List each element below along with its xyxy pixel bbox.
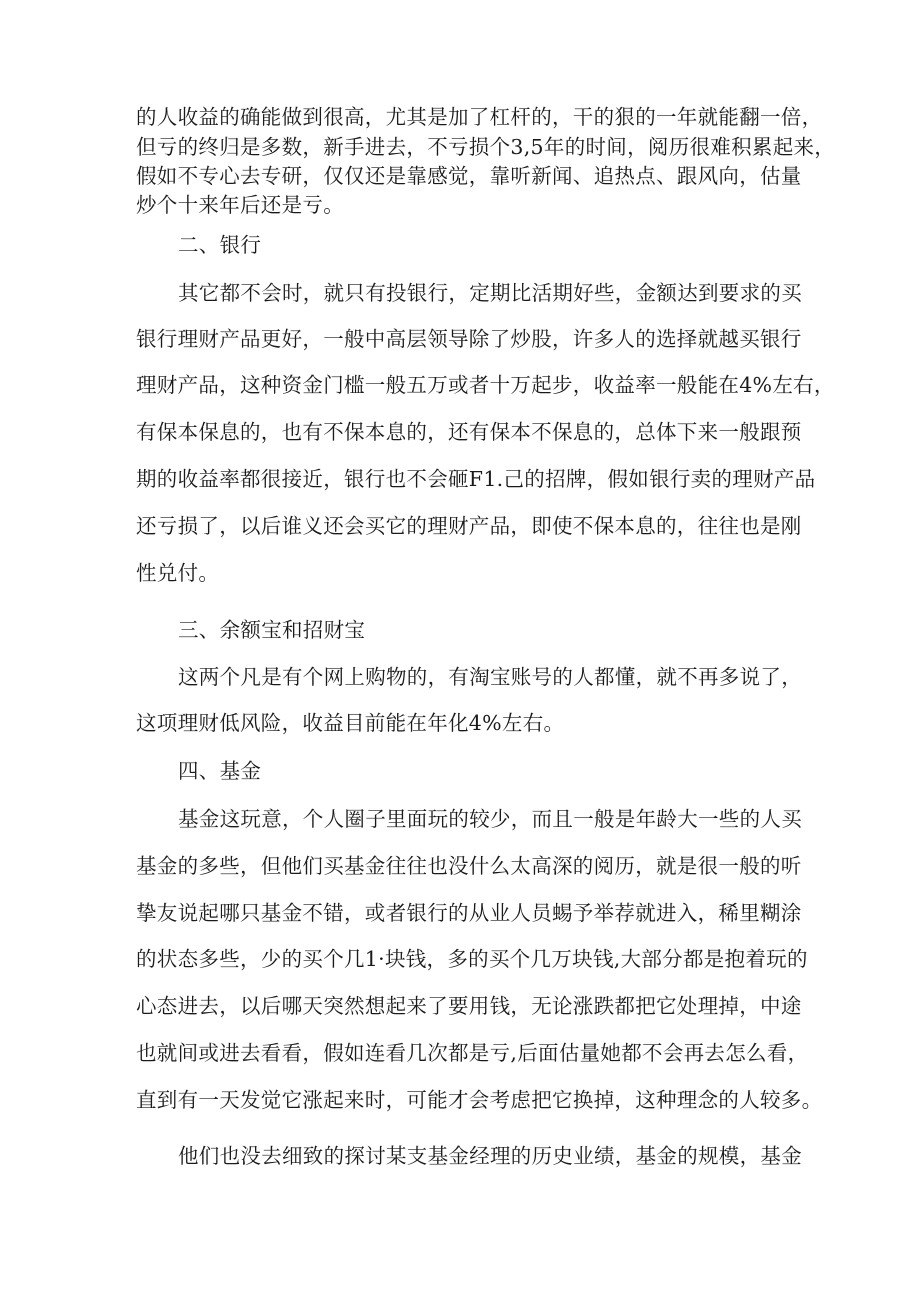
text-line: 这两个凡是有个网上购物的，有淘宝账号的人都懂，就不再多说了，: [178, 665, 802, 689]
text-line: 有保本保息的，也有不保本息的，还有保本不保息的，总体下来一般跟预: [136, 420, 802, 444]
text-line: 理财产品，这种资金门槛一般五万或者十万起步，收益率一般能在4%左右，: [136, 373, 835, 397]
text-line: 的人收益的确能做到很高，尤其是加了杠杆的，干的狠的一年就能翻一倍，: [136, 105, 823, 129]
section-heading: 二、银行: [178, 233, 262, 257]
text-line: 炒个十来年后还是亏。: [136, 193, 344, 217]
text-line: 他们也没去细致的探讨某支基金经理的历史业绩，基金的规模，基金: [178, 1144, 802, 1168]
text-line: 其它都不会时，就只有投银行，定期比活期好些，金额达到要求的买: [178, 281, 802, 305]
text-line: 这项理财低风险，收益目前能在年化4%左右。: [136, 711, 565, 735]
text-line: 心态进去，以后哪天突然想起来了要用钱，无论涨跌都把它处理掉，中途: [136, 994, 802, 1018]
text-line: 期的收益率都很接近，银行也不会砸F1.己的招牌，假如银行卖的理财产品: [136, 467, 816, 491]
text-line: 银行理财产品更好，一般中高层领导除了炒股，许多人的选择就越买银行: [136, 327, 802, 351]
text-line: 也就间或进去看看，假如连看几次都是亏,后面估量她都不会再去怎么看，: [136, 1041, 809, 1065]
text-line: 直到有一天发觉它涨起来时，可能才会考虑把它换掉，这种理念的人较多。: [136, 1088, 823, 1112]
text-line: 但亏的终归是多数，新手进去，不亏损个3,5年的时间，阅历很难积累起来，: [136, 135, 836, 159]
text-line: 基金这玩意，个人圈子里面玩的较少，而且一般是年龄大一些的人买: [178, 807, 802, 831]
text-line: 还亏损了，以后谁义还会买它的理财产品，即使不保本息的，往往也是刚: [136, 514, 802, 538]
text-line: 基金的多些，但他们买基金往往也没什么太高深的阅历，就是很一般的听: [136, 854, 802, 878]
section-heading: 三、余额宝和招财宝: [178, 618, 366, 642]
text-line: 假如不专心去专研，仅仅还是靠感觉，靠听新闻、追热点、跟风向，估量: [136, 164, 802, 188]
text-line: 性兑付。: [136, 561, 220, 585]
section-heading: 四、基金: [178, 759, 262, 783]
text-line: 挚友说起哪只基金不错，或者银行的从业人员蜴予举荐就进入，稀里糊涂: [136, 901, 802, 925]
text-line: 的状态多些，少的买个几1·块钱，多的买个几万块钱,大部分都是抱着玩的: [136, 947, 808, 971]
